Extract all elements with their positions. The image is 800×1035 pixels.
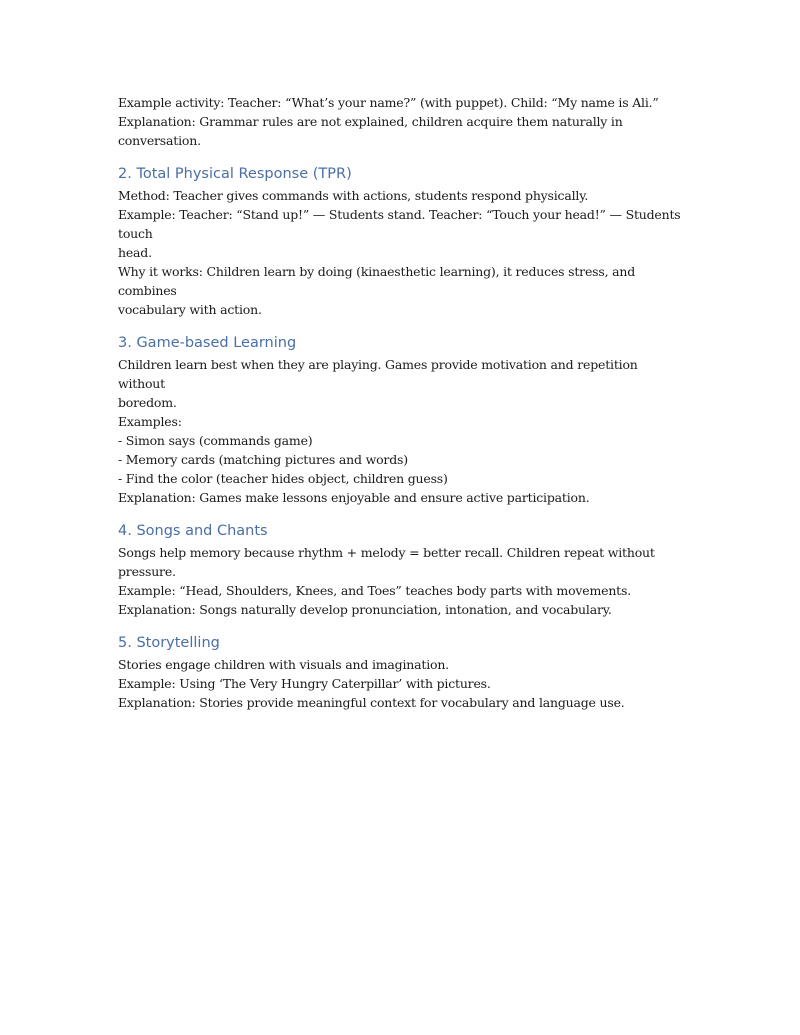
section-storytelling xyxy=(118,633,688,712)
section-heading: 5. Storytelling xyxy=(118,635,220,651)
intro-line: Example activity: Teacher: “What’s your name?” (with puppet). Child: “My name is Ali.” xyxy=(118,95,659,110)
paragraph-line: Songs help memory because rhythm + melody = better recall. Children repeat without pressure. xyxy=(118,545,655,579)
paragraph-line: Explanation: Stories provide meaningful context for vocabulary and language use. xyxy=(118,695,625,710)
list-item: - Memory cards (matching pictures and words) xyxy=(118,452,408,467)
list-item: - Simon says (commands game) xyxy=(118,433,313,448)
intro-line: Explanation: Grammar rules are not explained, children acquire them naturally in conversation. xyxy=(118,114,623,148)
section-heading: 2. Total Physical Response (TPR) xyxy=(118,166,352,182)
paragraph-line: Method: Teacher gives commands with actions, students respond physically. xyxy=(118,188,589,203)
section-heading: 3. Game-based Learning xyxy=(118,335,297,351)
section-heading: 4. Songs and Chants xyxy=(118,523,268,539)
list-item: - Find the color (teacher hides object, children guess) xyxy=(118,471,448,486)
paragraph-line: Example: Using ‘The Very Hungry Caterpillar’ with pictures. xyxy=(118,676,491,691)
paragraph-line: Why it works: Children learn by doing (kinaesthetic learning), it reduces stress, and combines xyxy=(118,264,636,298)
paragraph-line: boredom. xyxy=(118,395,177,410)
paragraph-line: Explanation: Games make lessons enjoyable and ensure active participation. xyxy=(118,490,590,505)
paragraph-line: head. xyxy=(118,245,152,260)
paragraph-line: vocabulary with action. xyxy=(118,302,262,317)
paragraph-line: Children learn best when they are playing. Games provide motivation and repetition without xyxy=(118,357,638,391)
paragraph-line: Examples: xyxy=(118,414,182,429)
paragraph-line: Example: Teacher: “Stand up!” — Students stand. Teacher: “Touch your head!” — Students touch xyxy=(118,207,681,241)
document-page xyxy=(118,93,688,712)
section-game-based-learning xyxy=(118,333,688,507)
intro-block xyxy=(118,93,688,150)
section-tpr xyxy=(118,164,688,319)
paragraph-line: Example: “Head, Shoulders, Knees, and Toes” teaches body parts with movements. xyxy=(118,583,631,598)
section-songs-and-chants xyxy=(118,521,688,619)
paragraph-line: Stories engage children with visuals and imagination. xyxy=(118,657,449,672)
paragraph-line: Explanation: Songs naturally develop pronunciation, intonation, and vocabulary. xyxy=(118,602,612,617)
